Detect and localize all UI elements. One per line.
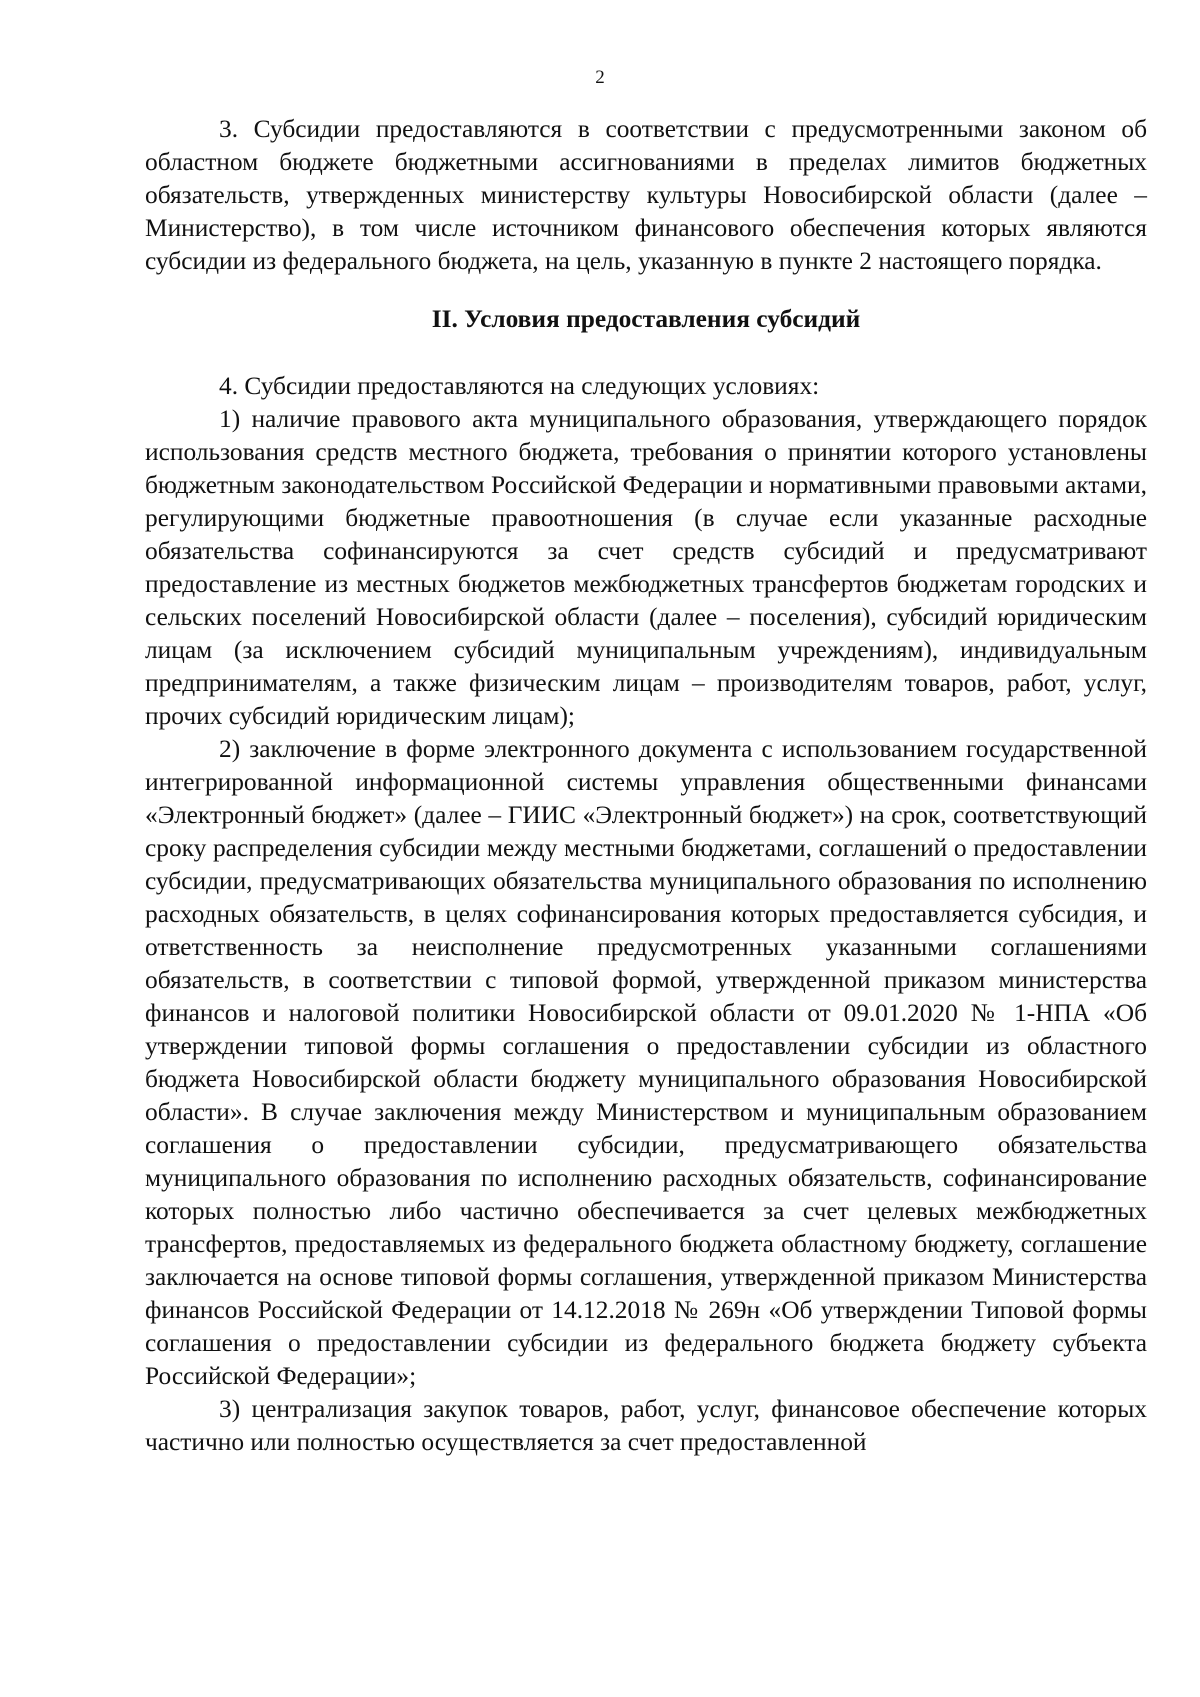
paragraph-subitem-2: 2) заключение в форме электронного документа с использованием государственной интегрированной информационной системы управления общественными финансами «Электронный бюджет» (далее – ГИИС «Электронный бюджет») на срок, соответствующий сроку распределения субсидии между местными бюджетами, соглашений о предоставлении субсидии, предусматривающих обязательства муниципального образования по исполнению расходных обязательств, в целях софинансирования которых предоставляется субсидия, и ответственность за неисполнение предусмотренных указанными соглашениями обязательств, в соответствии с типовой формой, утвержденной приказом министерства финансов и налоговой политики Новосибирской области от 09.01.2020 № 1-НПА «Об утверждении типовой формы соглашения о предоставлении субсидии из областного бюджета Новосибирской области бюджету муниципального образования Новосибирской области». В случае заключения между Министерством и муниципальным образованием соглашения о предоставлении субсидии, предусматривающего обязательства муниципального образования по исполнению расходных обязательств, софинансирование которых полностью либо частично обеспечивается за счет целевых межбюджетных трансфертов, предоставляемых из федерального бюджета областному бюджету, соглашение заключается на основе типовой формы соглашения, утвержденной приказом Министерства финансов Российской Федерации от 14.12.2018 № 269н «Об утверждении Типовой формы соглашения о предоставлении субсидии из федерального бюджета бюджету субъекта Российской Федерации»; (145, 735, 1147, 1390)
paragraph-subitem-1: 1) наличие правового акта муниципального образования, утверждающего порядок использования средств местного бюджета, требования о принятии которого установлены бюджетным законодательством Российской Федерации и нормативными правовыми актами, регулирующими бюджетные правоотношения (в случае если указанные расходные обязательства софинансируются за счет средств субсидий и предусматривают предоставление из местных бюджетов межбюджетных трансфертов бюджетам городских и сельских поселений Новосибирской области (далее – поселения), субсидий юридическим лицам (за исключением субсидий муниципальным учреждениям), индивидуальным предпринимателям, а также физическим лицам – производителям товаров, работ, услуг, прочих субсидий юридическим лицам); (145, 405, 1147, 730)
section-heading: II. Условия предоставления субсидий (431, 305, 861, 333)
paragraph-subitem-3: 3) централизация закупок товаров, работ, услуг, финансовое обеспечение которых частично или полностью осуществляется за счет предоставленной (145, 1395, 1147, 1456)
document-body (145, 113, 1147, 1459)
paragraph-item-3: 3. Субсидии предоставляются в соответствии с предусмотренными законом об областном бюджете бюджетными ассигнованиями в пределах лимитов бюджетных обязательств, утвержденных министерству культуры Новосибирской области (далее – Министерство), в том числе источником финансового обеспечения которых являются субсидии из федерального бюджета, на цель, указанную в пункте 2 настоящего порядка. (145, 115, 1147, 275)
paragraph-item-4: 4. Субсидии предоставляются на следующих условиях: (219, 372, 820, 400)
page-number: 2 (595, 67, 605, 88)
